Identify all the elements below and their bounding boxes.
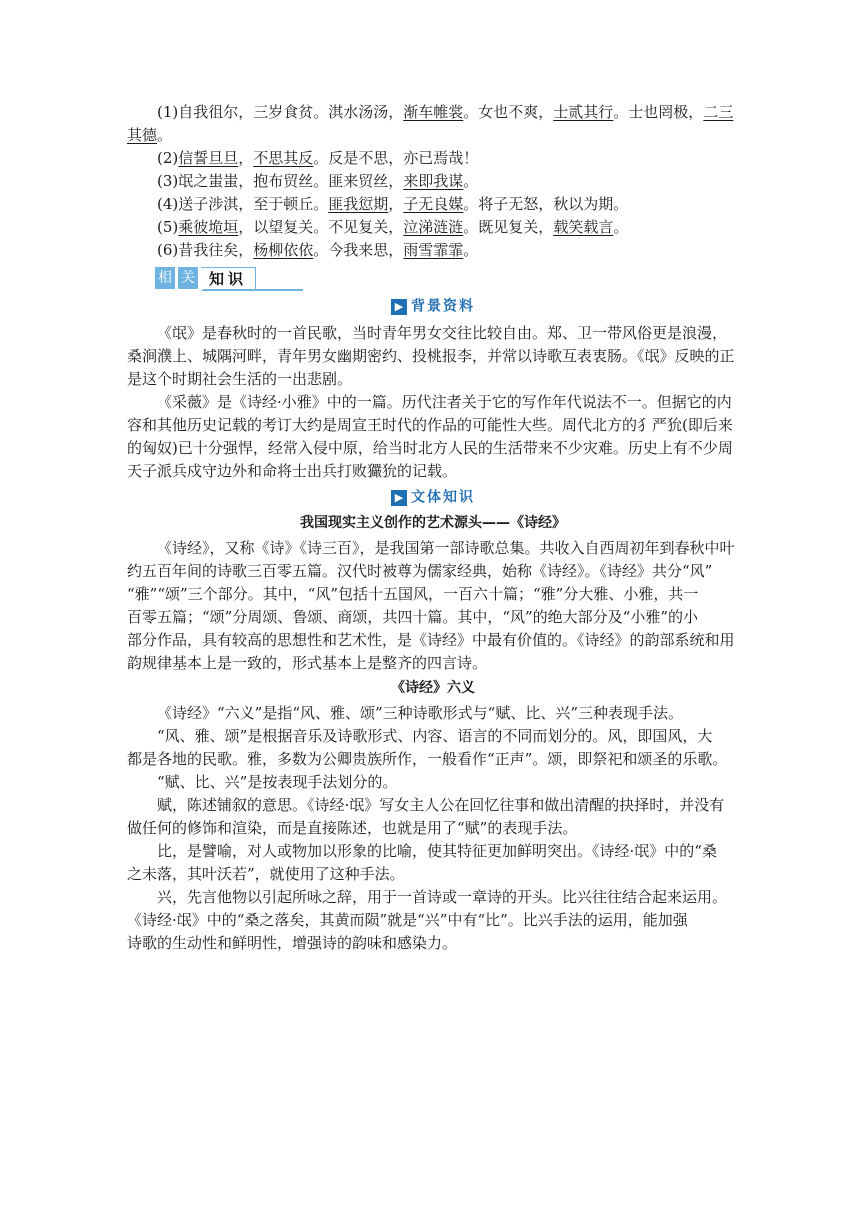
text-segment: (2) (157, 149, 179, 167)
text-line: 做任何的修饰和渲染，而是直接陈述，也就是用了“赋”的表现手法。 (127, 819, 578, 837)
text-line: 容和其他历史记载的考订大约是周宣王时代的作品的可能性大些。周代北方的犭严狁(即后来 (127, 415, 733, 434)
text-line: 部分作品，具有较高的思想性和艺术性，是《诗经》中最有价值的。《诗经》的韵部系统和用 (127, 631, 735, 649)
section-background-label: 背景资料 (411, 298, 475, 315)
text-line: 韵规律基本上是一致的，形式基本上是整齐的四言诗。 (127, 654, 488, 672)
section-genre-label: 文体知识 (411, 489, 475, 505)
text-segment: 。既见复关， (463, 218, 554, 236)
text-segment: (5) (157, 218, 179, 236)
text-segment: 。士也罔极， (613, 103, 704, 121)
text-line: 兴，先言他物以引起所咏之辞，用于一首诗或一章诗的开头。比兴往往结合起来运用。 (157, 888, 728, 906)
text-line: 《诗经》“六义”是指“风、雅、颂”三种诗歌形式与“赋、比、兴”三种表现手法。 (157, 704, 684, 722)
text-line: 约五百年间的诗歌三百零五篇。汉代时被尊为儒家经典，始称《诗经》。《诗经》共分“风” (127, 562, 713, 580)
underlined-phrase: 载笑载言 (553, 218, 614, 236)
text-line: 《氓》是春秋时的一首民歌，当时青年男女交往比较自由。郑、卫一带风俗更是浪漫， (157, 323, 728, 342)
genre-paragraph-4 (127, 771, 739, 794)
related-knowledge-banner (155, 267, 739, 291)
banner-box-2: 关 (178, 267, 198, 289)
genre-paragraph-5 (127, 794, 739, 840)
underlined-phrase: 不思其反 (253, 149, 314, 167)
text-segment: 。反是不思，亦已焉哉！ (313, 149, 479, 167)
underlined-phrase: 匪我愆期 (328, 195, 389, 213)
underlined-phrase: 渐车帷裳 (403, 103, 464, 121)
text-line: 诗歌的生动性和鲜明性，增强诗的韵味和感染力。 (127, 934, 458, 952)
underlined-phrase: 二三 (703, 103, 734, 121)
underlined-phrase: 乘彼垝垣 (178, 218, 239, 236)
text-segment: (6)昔我往矣， (157, 241, 254, 259)
text-line: 百零五篇；“颂”分周颂、鲁颂、商颂，共四十篇。其中，“风”的绝大部分及“小雅”的小 (127, 608, 699, 626)
genre-paragraph-7 (127, 886, 739, 955)
bg-paragraph-1 (127, 322, 739, 391)
text-line: 《诗经·氓》中的“桑之落矣，其黄而陨”就是“兴”中有“比”。比兴手法的运用，能加强 (127, 911, 688, 929)
text-line: 是这个时期社会生活的一出悲剧。 (127, 369, 353, 388)
text-segment: 。今我来思， (313, 241, 404, 259)
exercise-line (127, 124, 739, 147)
text-line: 比，是譬喻，对人或物加以形象的比喻，使其特征更加鲜明突出。《诗经·氓》中的“桑 (157, 842, 717, 860)
text-line: 赋，陈述铺叙的意思。《诗经·氓》写女主人公在回忆往事和做出清醒的抉择时，并没有 (157, 796, 725, 814)
exercise-line (127, 193, 739, 216)
text-segment: ， (388, 195, 404, 213)
text-line: “风、雅、颂”是根据音乐及诗歌形式、内容、语言的不同而划分的。风，即国风，大 (157, 727, 713, 745)
genre-paragraph-3 (127, 725, 739, 771)
section-genre (127, 486, 739, 510)
exercise-line (127, 239, 739, 262)
text-segment: 。女也不爽， (463, 103, 554, 121)
exercise-list (127, 101, 739, 262)
text-line: 的匈奴)已十分强悍，经常入侵中原，给当时北方人民的生活带来不少灾难。历史上有不少周 (127, 438, 733, 457)
text-segment: 。将子无怒，秋以为期。 (463, 195, 629, 213)
underlined-phrase: 子无良媒 (403, 195, 464, 213)
text-segment: (4)送子涉淇，至于顿丘。 (157, 195, 329, 213)
subtitle-shijing-origin: 我国现实主义创作的艺术源头——《诗经》 (300, 515, 566, 531)
exercise-line (127, 101, 739, 124)
text-segment: 。 (157, 126, 173, 144)
text-line: 之未落，其叶沃若”，就使用了这种手法。 (127, 865, 405, 883)
bg-paragraph-2 (127, 391, 739, 483)
text-line: “赋、比、兴”是按表现手法划分的。 (157, 773, 398, 791)
exercise-line (127, 147, 739, 170)
text-segment: 。 (613, 218, 629, 236)
underlined-phrase: 士贰其行 (553, 103, 614, 121)
genre-paragraph-1 (127, 537, 739, 675)
text-segment: ，以望复关。不见复关， (238, 218, 404, 236)
section-background (127, 295, 739, 319)
text-line: 《采薇》是《诗经·小雅》中的一篇。历代注者关于它的写作年代说法不一。但据它的内 (157, 392, 732, 411)
play-icon: ▶ (391, 299, 407, 315)
text-line: 都是各地的民歌。雅，多数为公卿贵族所作，一般看作“正声”。颂，即祭祀和颂圣的乐歌。 (127, 750, 728, 768)
underlined-phrase: 雨雪霏霏 (403, 241, 464, 259)
banner-tag: 知识 (201, 267, 256, 291)
text-segment: (3)氓之蚩蚩，抱布贸丝。匪来贸丝， (157, 172, 404, 190)
exercise-line (127, 170, 739, 193)
underlined-phrase: 泣涕涟涟 (403, 218, 464, 236)
banner-box-1: 相 (155, 267, 175, 289)
text-segment: 。 (463, 241, 479, 259)
text-segment: ， (238, 149, 254, 167)
text-line: 桑涧濮上、城隅河畔，青年男女幽期密约、投桃报李，并常以诗歌互表衷肠。《氓》反映的正 (127, 346, 735, 365)
subtitle-six-principles: 《诗经》六义 (391, 680, 475, 696)
document-body (127, 101, 739, 955)
text-line: 《诗经》，又称《诗》《诗三百》，是我国第一部诗歌总集。共收入自西周初年到春秋中叶 (157, 539, 735, 557)
genre-paragraph-2 (127, 702, 739, 725)
genre-paragraph-6 (127, 840, 739, 886)
text-line: 天子派兵戍守边外和命将士出兵打败玁狁的记载。 (127, 461, 458, 480)
text-segment: 。 (463, 172, 479, 190)
play-icon: ▶ (391, 490, 407, 506)
text-segment: (1)自我徂尔，三岁食贫。淇水汤汤， (157, 103, 404, 121)
exercise-line (127, 216, 739, 239)
banner-rule (203, 289, 303, 291)
text-line: “雅”“颂”三个部分。其中，“风”包括十五国风，一百六十篇；“雅”分大雅、小雅，共一 (127, 585, 699, 603)
underlined-phrase: 信誓旦旦 (178, 149, 239, 167)
underlined-phrase: 杨柳依依 (253, 241, 314, 259)
underlined-phrase: 其德 (127, 126, 158, 144)
underlined-phrase: 来即我谋 (403, 172, 464, 190)
